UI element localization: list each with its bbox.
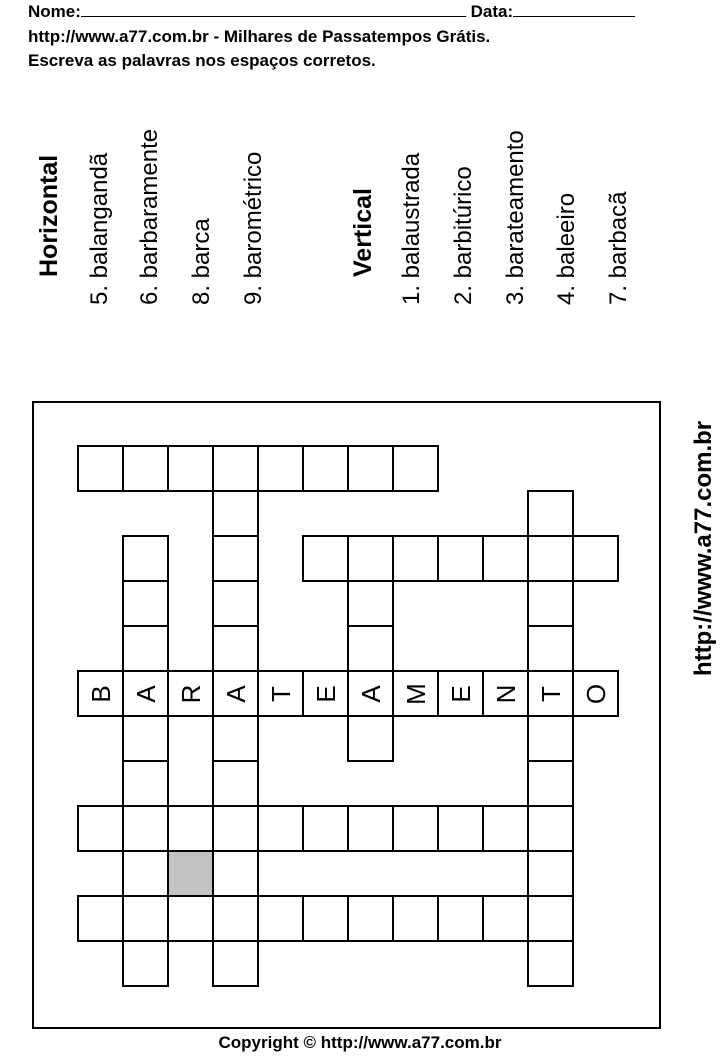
cell-letter: A: [130, 684, 161, 703]
vertical-clue: 3. barateamento: [502, 130, 529, 305]
instructions: Escreva as palavras nos espaços corretos.: [28, 51, 376, 70]
crossword-cell[interactable]: [212, 850, 259, 897]
crossword-cell[interactable]: [167, 445, 214, 492]
crossword-cell[interactable]: [347, 715, 394, 762]
crossword-cell[interactable]: [392, 895, 439, 942]
crossword-cell[interactable]: [392, 805, 439, 852]
horizontal-clue: 5. balangandã: [86, 152, 113, 305]
crossword-cell[interactable]: [347, 580, 394, 627]
crossword-cell[interactable]: [302, 670, 349, 717]
vertical-clue: 2. barbitúrico: [450, 166, 477, 305]
crossword-cell[interactable]: [527, 625, 574, 672]
crossword-cell[interactable]: [392, 670, 439, 717]
crossword-cell[interactable]: [167, 805, 214, 852]
crossword-cell[interactable]: [122, 535, 169, 582]
name-label: Nome:: [28, 2, 81, 21]
crossword-cell[interactable]: [392, 535, 439, 582]
crossword-cell[interactable]: [302, 895, 349, 942]
crossword-cell[interactable]: [527, 760, 574, 807]
cell-letter: T: [265, 685, 296, 702]
cell-letter: E: [445, 684, 476, 703]
crossword-cell[interactable]: [212, 625, 259, 672]
crossword-cell[interactable]: [527, 805, 574, 852]
crossword-cell[interactable]: [212, 940, 259, 987]
crossword-cell[interactable]: [212, 580, 259, 627]
crossword-cell[interactable]: [122, 625, 169, 672]
crossword-cell[interactable]: [77, 445, 124, 492]
crossword-cell[interactable]: [212, 895, 259, 942]
crossword-cell[interactable]: [212, 445, 259, 492]
crossword-cell[interactable]: [392, 445, 439, 492]
crossword-cell[interactable]: [482, 535, 529, 582]
horizontal-clue: 6. barbaramente: [136, 128, 163, 305]
shaded-cell: [167, 850, 214, 897]
crossword-cell[interactable]: [347, 670, 394, 717]
crossword-cell[interactable]: [482, 895, 529, 942]
crossword-cell[interactable]: [212, 760, 259, 807]
vertical-clue: 7. barbacã: [605, 191, 632, 305]
crossword-cell[interactable]: [257, 670, 304, 717]
crossword-cell[interactable]: [572, 535, 619, 582]
crossword-cell[interactable]: [167, 895, 214, 942]
crossword-cell[interactable]: [122, 940, 169, 987]
crossword-cell[interactable]: [437, 535, 484, 582]
crossword-cell[interactable]: [437, 670, 484, 717]
cell-letter: M: [400, 682, 431, 705]
cell-letter: E: [310, 684, 341, 703]
crossword-cell[interactable]: [257, 445, 304, 492]
cell-letter: A: [355, 684, 386, 703]
cell-letter: B: [85, 684, 116, 703]
crossword-cell[interactable]: [122, 850, 169, 897]
crossword-cell[interactable]: [347, 445, 394, 492]
vertical-heading: Vertical: [349, 188, 377, 277]
crossword-cell[interactable]: [212, 670, 259, 717]
crossword-cell[interactable]: [77, 805, 124, 852]
crossword-cell[interactable]: [122, 445, 169, 492]
date-label: Data:: [470, 2, 514, 21]
crossword-cell[interactable]: [302, 535, 349, 582]
crossword-cell[interactable]: [527, 670, 574, 717]
crossword-cell[interactable]: [302, 805, 349, 852]
crossword-cell[interactable]: [77, 895, 124, 942]
horizontal-heading: Horizontal: [35, 154, 63, 277]
crossword-cell[interactable]: [77, 670, 124, 717]
crossword-cell[interactable]: [347, 895, 394, 942]
crossword-cell[interactable]: [122, 715, 169, 762]
crossword-cell[interactable]: [347, 625, 394, 672]
crossword-cell[interactable]: [212, 805, 259, 852]
vertical-clue: 4. baleeiro: [553, 192, 580, 305]
site-line: http://www.a77.com.br - Milhares de Passatempos Grátis.: [28, 27, 491, 46]
crossword-cell[interactable]: [122, 805, 169, 852]
crossword-cell[interactable]: [527, 940, 574, 987]
crossword-cell[interactable]: [212, 535, 259, 582]
crossword-cell[interactable]: [527, 580, 574, 627]
crossword-cell[interactable]: [347, 805, 394, 852]
crossword-cell[interactable]: [437, 805, 484, 852]
crossword-cell[interactable]: [482, 670, 529, 717]
crossword-cell[interactable]: [212, 490, 259, 537]
footer-copyright: Copyright © http://www.a77.com.br: [218, 1033, 502, 1052]
crossword-cell[interactable]: [122, 895, 169, 942]
crossword-cell[interactable]: [257, 895, 304, 942]
crossword-cell[interactable]: [122, 670, 169, 717]
horizontal-clue: 9. barométrico: [240, 151, 267, 305]
crossword-cell[interactable]: [527, 895, 574, 942]
vertical-clue: 1. balaustrada: [398, 152, 425, 305]
cell-letter: O: [580, 683, 611, 704]
cell-letter: R: [175, 684, 206, 703]
crossword-cell[interactable]: [122, 760, 169, 807]
crossword-cell[interactable]: [527, 850, 574, 897]
crossword-cell[interactable]: [482, 805, 529, 852]
crossword-cell[interactable]: [167, 670, 214, 717]
cell-letter: T: [535, 685, 566, 702]
crossword-cell[interactable]: [527, 535, 574, 582]
crossword-cell[interactable]: [257, 805, 304, 852]
crossword-cell[interactable]: [122, 580, 169, 627]
cell-letter: A: [220, 684, 251, 703]
cell-letter: N: [490, 684, 521, 703]
side-url: http://www.a77.com.br: [690, 420, 717, 676]
crossword-cell[interactable]: [437, 895, 484, 942]
crossword-cell[interactable]: [302, 445, 349, 492]
crossword-cell[interactable]: [347, 535, 394, 582]
crossword-cell[interactable]: [572, 670, 619, 717]
crossword-cell[interactable]: [527, 715, 574, 762]
crossword-cell[interactable]: [212, 715, 259, 762]
crossword-cell[interactable]: [527, 490, 574, 537]
horizontal-clue: 8. barca: [188, 218, 215, 305]
